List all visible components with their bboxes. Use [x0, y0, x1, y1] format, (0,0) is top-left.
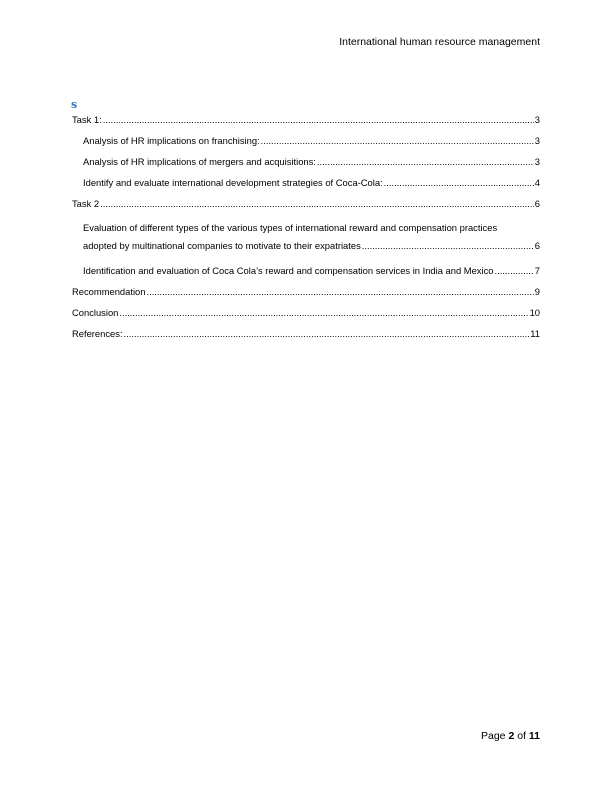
toc-entry-page: 10: [529, 307, 540, 318]
toc-leader-dots: [103, 114, 534, 125]
toc-entry-label: Identification and evaluation of Coca Cola’s reward and compensation services in India and Mexico: [83, 265, 494, 276]
toc-entry-page: 6: [534, 240, 540, 251]
footer-current-page: 2: [508, 730, 515, 742]
footer-of: of: [517, 730, 526, 742]
toc-entry-recommendation[interactable]: [72, 286, 540, 297]
toc-entry-label-line1: Evaluation of different types of the various types of international reward and compensation practices: [83, 222, 498, 233]
toc-entry-franchising[interactable]: [72, 135, 540, 146]
toc-entry-page: 7: [534, 265, 540, 276]
toc-entry-references[interactable]: [72, 328, 540, 339]
toc-entry-page: 4: [534, 177, 540, 188]
toc-heading: s: [71, 98, 78, 111]
toc-entry-label: Task 1:: [72, 114, 102, 125]
toc-leader-dots: [100, 198, 534, 209]
toc-entry-conclusion[interactable]: [72, 307, 540, 318]
toc-entry-mergers[interactable]: [72, 156, 540, 167]
toc-leader-dots: [362, 237, 534, 255]
toc-entry-page: 3: [534, 114, 540, 125]
toc-entry-page: 6: [534, 198, 540, 209]
toc-entry-label: Conclusion: [72, 307, 119, 318]
toc-entry-label: Task 2: [72, 198, 100, 209]
toc-leader-dots: [119, 307, 528, 318]
toc-leader-dots: [146, 286, 533, 297]
toc-entry-label: Analysis of HR implications on franchising:: [83, 135, 260, 146]
footer-total-pages: 11: [528, 730, 540, 742]
toc-leader-dots: [384, 177, 534, 188]
toc-entry-label: Analysis of HR implications of mergers and acquisitions:: [83, 156, 316, 167]
toc-entry-label: Identify and evaluate international development strategies of Coca-Cola:: [83, 177, 383, 188]
toc-leader-dots: [124, 328, 530, 339]
table-of-contents: [72, 114, 540, 349]
footer-prefix: Page: [480, 730, 506, 742]
page-number-footer: [481, 730, 540, 742]
toc-entry-label-line2: adopted by multinational companies to motivate to their expatriates: [83, 240, 361, 251]
toc-entry-page: 3: [534, 135, 540, 146]
toc-entry-page: 3: [534, 156, 540, 167]
toc-leader-dots: [494, 265, 533, 276]
toc-entry-label: Recommendation: [72, 286, 146, 297]
toc-entry-reward-practices[interactable]: [72, 219, 540, 255]
toc-entry-development-strategies[interactable]: [72, 177, 540, 188]
toc-entry-page: 11: [530, 328, 540, 339]
running-header: International human resource management: [339, 36, 540, 48]
toc-entry-label: References:: [72, 328, 123, 339]
toc-entry-page: 9: [534, 286, 540, 297]
toc-entry-coca-cola-rewards[interactable]: [72, 265, 540, 276]
toc-leader-dots: [317, 156, 534, 167]
toc-leader-dots: [261, 135, 534, 146]
toc-entry-task-2[interactable]: [72, 198, 540, 209]
toc-entry-task-1[interactable]: [72, 114, 540, 125]
